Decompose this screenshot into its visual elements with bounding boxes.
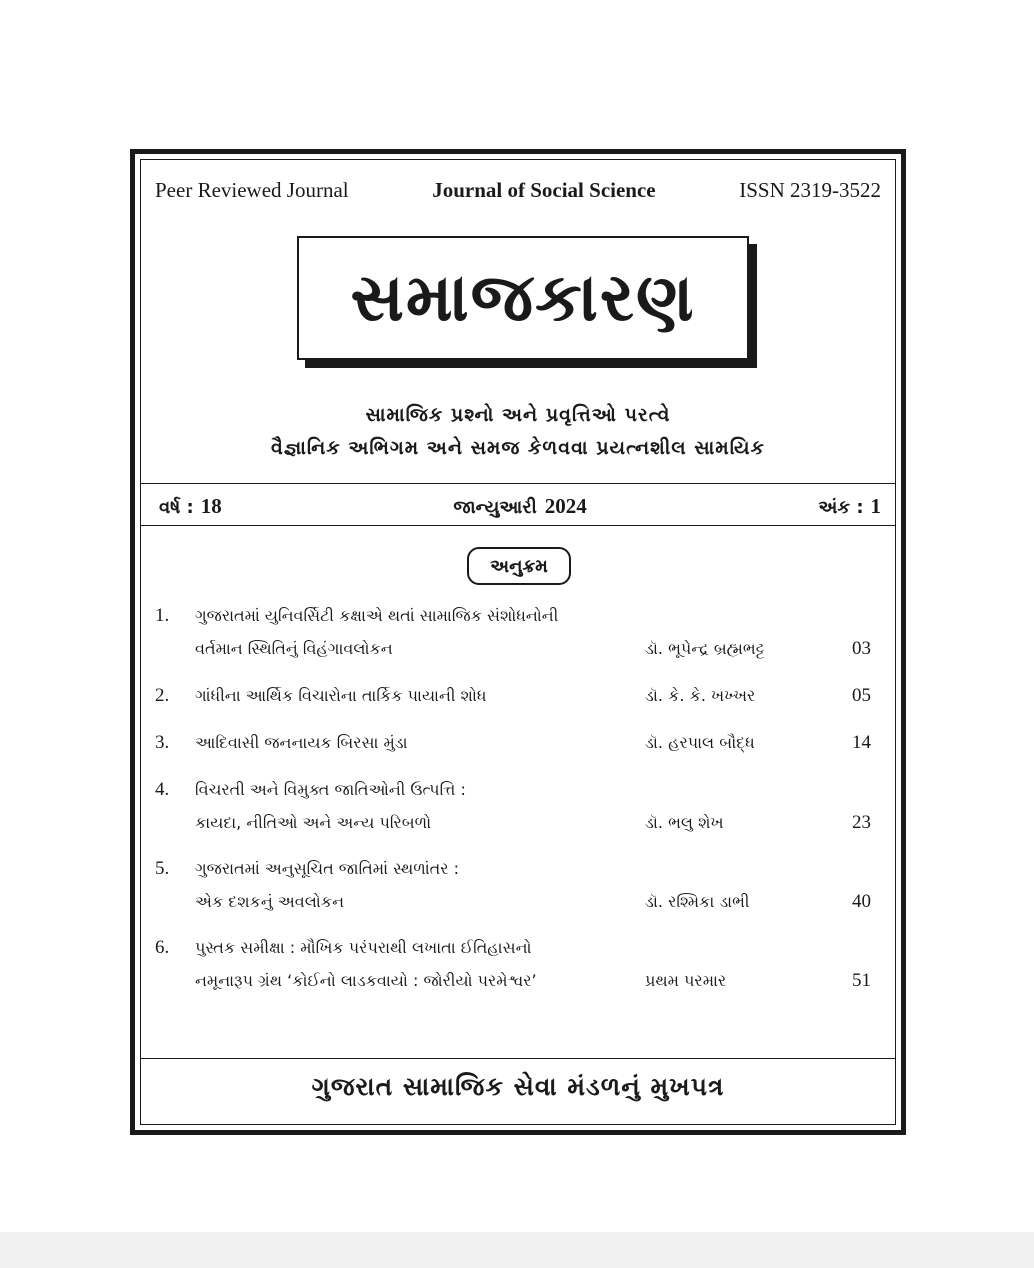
- toc-item-author: પ્રથમ પરમાર: [645, 971, 727, 990]
- page-bottom-strip: [0, 1232, 1034, 1268]
- subtitle-line-1: સામાજિક પ્રશ્નો અને પ્રવૃત્તિઓ પરત્વે: [365, 404, 671, 426]
- contents-heading: અનુક્રમ: [467, 547, 571, 585]
- toc-item-page: 51: [852, 970, 871, 991]
- toc-item-title: આદિવાસી જનનાયક બિરસા મુંડા: [195, 733, 408, 752]
- toc-item-author: ડૉ. રશ્મિકા ડાભી: [645, 892, 750, 911]
- divider-bottom: [141, 1058, 895, 1059]
- toc-item-line: [155, 937, 881, 970]
- toc-item-4: [155, 779, 881, 845]
- toc-item-title-cont: એક દશકનું અવલોકન: [195, 892, 345, 911]
- toc-item-title: ગાંધીના આર્થિક વિચારોના તાર્કિક પાયાની શોધ: [195, 686, 487, 705]
- year-value: 18: [200, 493, 222, 518]
- toc-item-number: 4.: [155, 779, 170, 800]
- issue-info: [159, 492, 881, 520]
- issue-date: [453, 494, 586, 519]
- issue-year-number: 2024: [544, 493, 587, 518]
- toc-item-title: પુસ્તક સમીક્ષા : મૌખિક પરંપરાથી લખાતા ઈતિહાસનો: [195, 938, 532, 957]
- toc-item-page: 14: [852, 732, 871, 753]
- issue-number: [818, 494, 881, 519]
- toc-item-5: [155, 858, 881, 924]
- toc-item-2: [155, 685, 881, 718]
- cover-inner-frame: [140, 159, 896, 1125]
- toc-item-author: ડૉ. કે. કે. ખખ્ખર: [645, 686, 756, 705]
- subtitle-line-2: વૈજ્ઞાનિક અભિગમ અને સમજ કેળવવા પ્રયત્નશીલ સામયિક: [271, 437, 765, 459]
- toc-item-title-cont: વર્તમાન સ્થિતિનું વિહંગાવલોકન: [195, 639, 393, 658]
- toc-item-line: [155, 970, 881, 1003]
- toc-item-line: [155, 812, 881, 845]
- toc-item-title-cont: નમૂનારૂપ ગ્રંથ ‘કોઈનો લાડકવાયો : જોરીયો પરમેશ્વર’: [195, 971, 537, 990]
- toc-item-author: ડૉ. ભૂપેન્દ્ર બ્રહ્મભટ્ટ: [645, 639, 765, 658]
- toc-item-page: 05: [852, 685, 871, 706]
- toc-item-page: 03: [852, 638, 871, 659]
- toc-item-number: 3.: [155, 732, 170, 753]
- header-line: [155, 178, 881, 203]
- toc-item-line: [155, 891, 881, 924]
- toc-item-title: ગુજરાતમાં યુનિવર્સિટી કક્ષાએ થતાં સામાજિક સંશોધનોની: [195, 606, 559, 625]
- year-label: વર્ષ :: [159, 496, 194, 518]
- issue-year: [159, 494, 222, 519]
- masthead-title: સમાજકારણ: [350, 259, 696, 336]
- month-label: જાન્યુઆરી: [453, 496, 537, 518]
- peer-reviewed-label: Peer Reviewed Journal: [155, 178, 349, 202]
- toc-item-number: 2.: [155, 685, 170, 706]
- toc-item-line: [155, 605, 881, 638]
- toc-item-6: [155, 937, 881, 1003]
- number-value: 1: [870, 493, 881, 518]
- masthead: [297, 236, 749, 360]
- journal-cover: [130, 149, 906, 1135]
- divider-top: [141, 483, 895, 484]
- toc-item-number: 1.: [155, 605, 170, 626]
- toc-item-number: 5.: [155, 858, 170, 879]
- toc-item-title: ગુજરાતમાં અનુસૂચિત જાતિમાં સ્થળાંતર :: [195, 859, 460, 878]
- issn-label: ISSN 2319-3522: [739, 178, 881, 202]
- toc-item-page: 40: [852, 891, 871, 912]
- number-label: અંક :: [818, 496, 864, 518]
- toc-item-author: ડૉ. હરપાલ બૌદ્ધ: [645, 733, 755, 752]
- toc-item-line: [155, 732, 881, 765]
- footer-tagline: ગુજરાત સામાજિક સેવા મંડળનું મુખપત્ર: [311, 1072, 725, 1101]
- masthead-box: [297, 236, 749, 360]
- toc-item-line: [155, 638, 881, 671]
- toc-item-line: [155, 779, 881, 812]
- toc-item-line: [155, 858, 881, 891]
- journal-name: Journal of Social Science: [432, 178, 656, 202]
- toc-item-3: [155, 732, 881, 765]
- toc-item-page: 23: [852, 812, 871, 833]
- toc-item-title: વિચરતી અને વિમુક્ત જાતિઓની ઉત્પત્તિ :: [195, 780, 466, 799]
- divider-middle: [141, 525, 895, 526]
- toc-item-line: [155, 685, 881, 718]
- toc-item-author: ડૉ. ભલુ શેખ: [645, 813, 724, 832]
- toc-item-number: 6.: [155, 937, 170, 958]
- toc-item-1: [155, 605, 881, 671]
- toc-item-title-cont: કાયદા, નીતિઓ અને અન્ય પરિબળો: [195, 813, 432, 832]
